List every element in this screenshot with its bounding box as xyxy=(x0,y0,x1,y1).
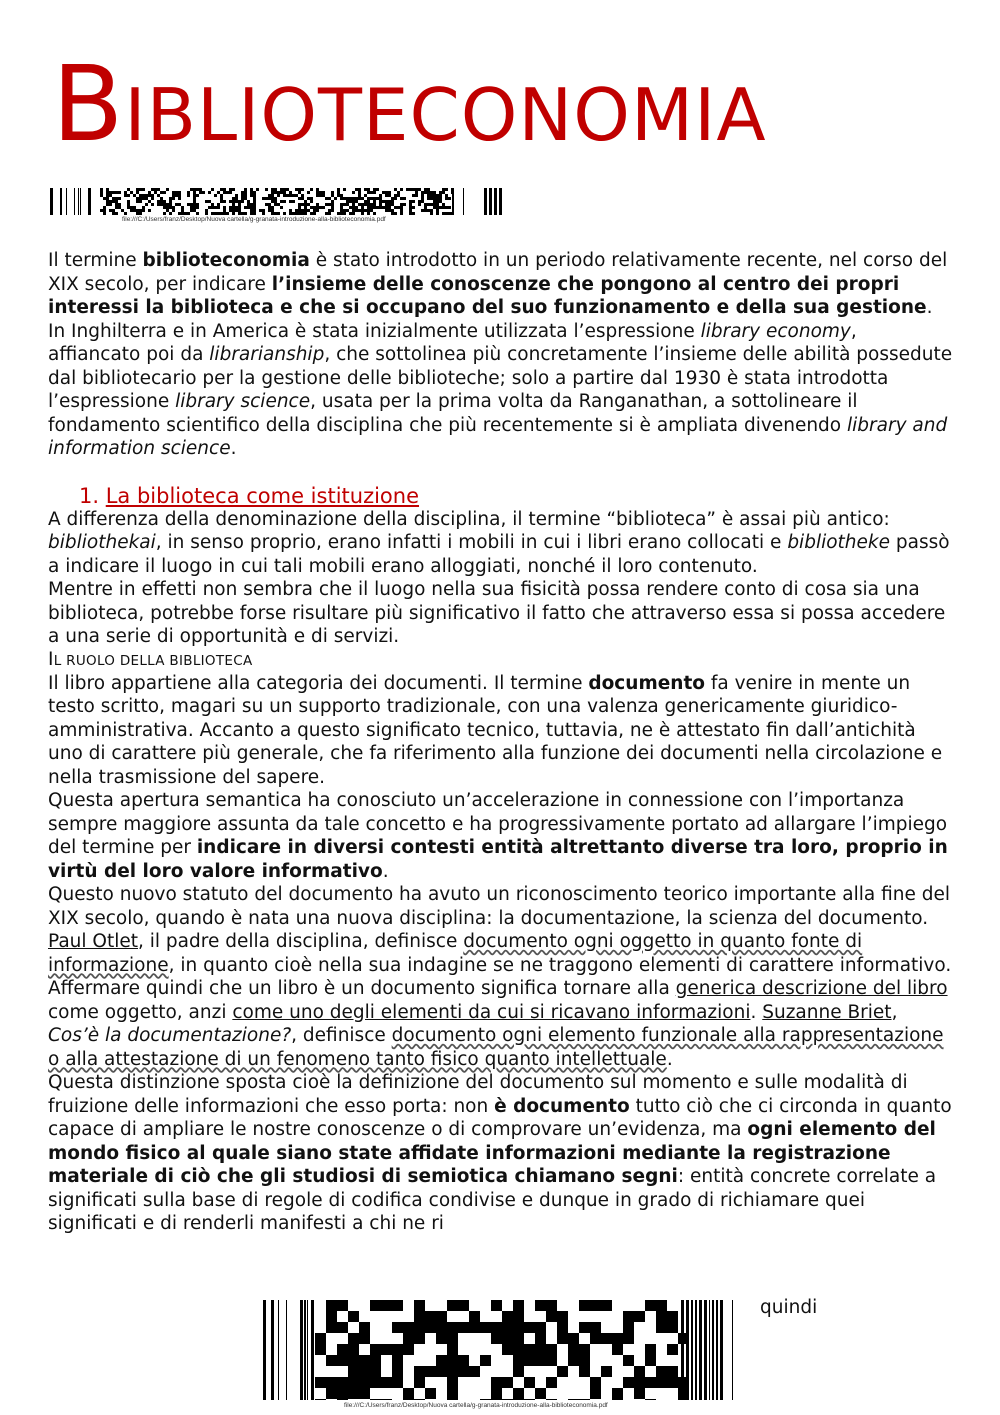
title-rest: IBLIOTECONOMIA xyxy=(124,73,767,157)
paragraph-documento: Il libro appartiene alla categoria dei documenti. Il termine documento fa venire in mente un testo scritto, magari su un supporto tradizionale, con una valenza genericamente giuridico-amministrativa. Accanto a questo significato tecnico, tuttavia, ne è attestato fin dall’antichità uno di carattere più generale, che fa riferimento alla funzione dei documenti nella circolazione e nella trasmissione del sapere. xyxy=(48,672,943,788)
title-initial: B xyxy=(52,43,125,165)
paragraph-briet: Affermare quindi che un libro è un documento significa tornare alla generica descrizione del libro come oggetto, anzi come uno degli elementi da cui si ricavano informazioni. Suzanne Briet, Cos’è la documentazione?, definisce documento ogni elemento funzionale alla rappresentazione o alla attestazione di un fenomeno tanto fisico quanto intellettuale. xyxy=(48,978,948,1070)
section-heading-1 xyxy=(48,484,953,508)
subheading-ruolo: IL RUOLO DELLA BIBLIOTECA xyxy=(48,648,253,670)
paragraph-distinzione: Questa distinzione sposta cioè la definizione del documento sul momento e sulle modalità di fruizione delle informazioni che esso porta: non è documento tutto ciò che ci circonda in quanto capace di ampliare le nostre conoscenze o di comprovare un’evidenza, ma ogni elemento del mondo fisico al quale siano state affidate informazioni mediante la registrazione materiale di ciò che gli studiosi di semiotica chiamano segni: entità concrete correlate a significati sulla base di regole di codifica condivise e dunque in grado di richiamare quei significati e di renderli manifesti a chi ne ri xyxy=(48,1072,952,1234)
link-suzanne-briet[interactable]: Suzanne Briet xyxy=(762,1001,892,1023)
paragraph-luogo: Mentre in effetti non sembra che il luogo nella sua fisicità possa rendere conto di cosa sia una biblioteca, potrebbe forse risultare più significativo il fatto che attraverso essa si possa accedere a una serie di opportunità e di servizi. xyxy=(48,579,946,647)
top-barcode xyxy=(50,188,502,215)
paragraph-library-economy: In Inghilterra e in America è stata inizialmente utilizzata l’espressione library economy, affiancato poi da librarianship, che sottolinea più concretamente l’insieme delle abilità possedute dal bibliotecario per la gestione delle biblioteche; solo a partire dal 1930 è stata introdotta l’espressione library science, usata per la prima volta da Ranganathan, a sottolineare il fondamento scientifico della disciplina che più recentemente si è ampliata divenendo library and information science. xyxy=(48,320,953,459)
paragraph-intro: Il termine biblioteconomia è stato introdotto in un periodo relativamente recente, nel corso del XIX secolo, per indicare l’insieme delle conoscenze che pongono al centro dei propri interessi la biblioteca e che si occupano del suo funzionamento e della sua gestione. xyxy=(48,250,948,318)
link-paul-otlet[interactable]: Paul Otlet xyxy=(48,931,138,952)
paragraph-apertura: Questa apertura semantica ha conosciuto un’accelerazione in connessione con l’importanza sempre maggiore assunta da tale concetto e ha progressivamente portato ad allargare l’impiego del termine per indicare in diversi contesti entità altrettanto diverse tra loro, proprio in virtù del loro valore informativo. xyxy=(48,790,948,882)
bottom-barcode xyxy=(263,1300,733,1400)
cut-line-tail: quindi xyxy=(760,1297,818,1318)
document-title xyxy=(52,43,767,165)
section-number: 1. xyxy=(79,483,100,508)
bottom-file-path: file:///C:/Users/franz/Desktop/Nuova cartella/g-granata-introduzione-alla-biblioteconomia.pdf xyxy=(344,1402,608,1409)
paragraph-otlet: Questo nuovo statuto del documento ha avuto un riconoscimento teorico importante alla fine del XIX secolo, quando è nata una nuova disciplina: la documentazione, la scienza del documento. Paul Otlet, il padre della disciplina, definisce documento ogni oggetto in quanto fonte di informazione, in quanto cioè nella sua indagine se ne traggono elementi di carattere informativo. xyxy=(48,884,952,976)
document-body xyxy=(48,249,953,1236)
top-file-path: file:///C:/Users/franz/Desktop/Nuova cartella/g-granata-introduzione-alla-biblioteconomia.pdf xyxy=(122,216,386,223)
section-title: La biblioteca come istituzione xyxy=(105,483,420,508)
paragraph-biblioteca-term: A differenza della denominazione della disciplina, il termine “biblioteca” è assai più antico: bibliothekai, in senso proprio, erano infatti i mobili in cui i libri erano collocati e bibliotheke passò a indicare il luogo in cui tali mobili erano alloggiati, nonché il loro contenuto. xyxy=(48,508,950,577)
